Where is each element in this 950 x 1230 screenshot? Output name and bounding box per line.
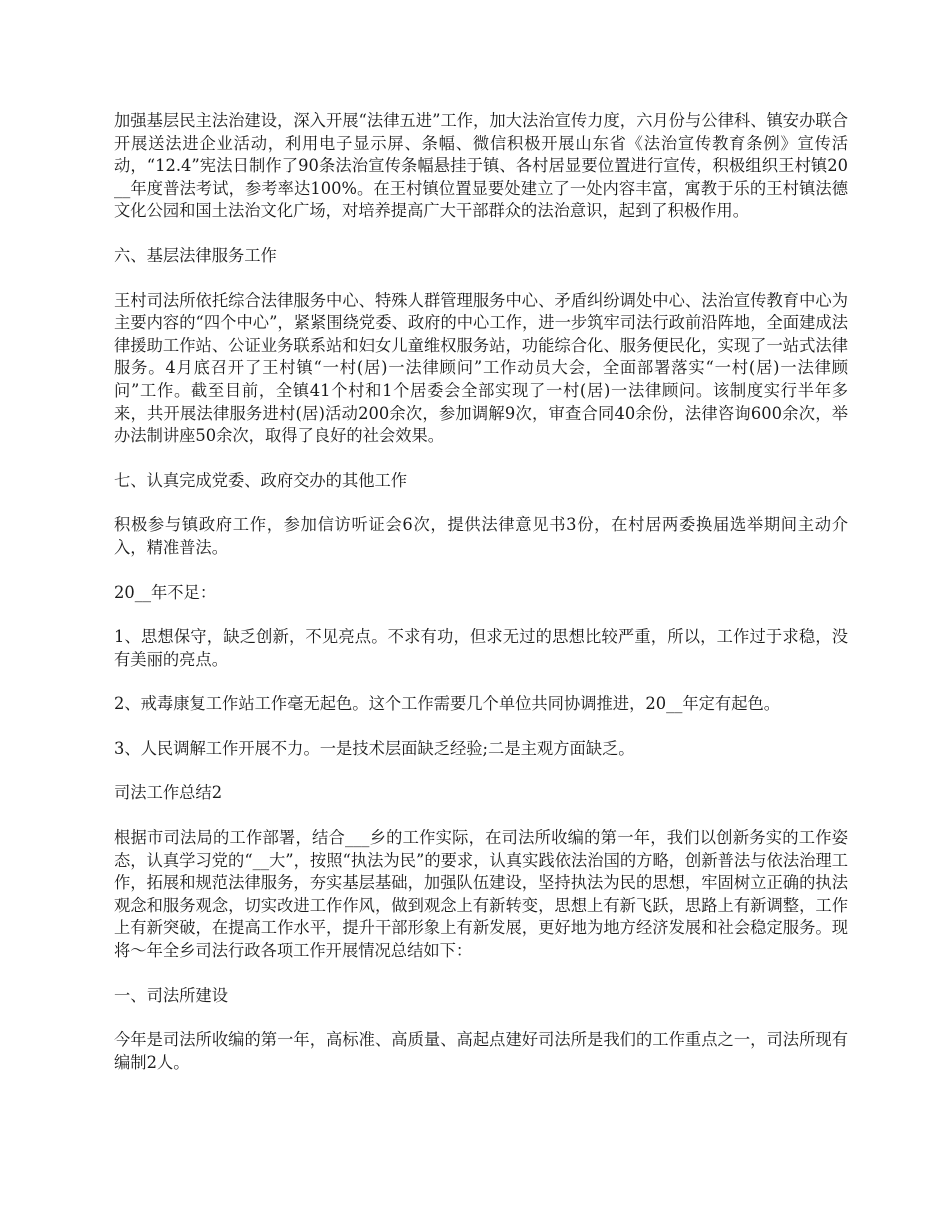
paragraph-legal-services: 王村司法所依托综合法律服务中心、特殊人群管理服务中心、矛盾纠纷调处中心、法治宣传教育中心为主要内容的“四个中心”，紧紧围绕党委、政府的中心工作，进一步筑牢司法行政前沿阵地，全面建成法律援助工作站、公证业务联系站和妇女儿童维权服务站，功能综合化、服务便民化，实现了一站式法律服务。4月底召开了王村镇“一村(居)一法律顾问”工作动员大会，全面部署落实“一村(居)一法律顾问”工作。截至目前，全镇41个村和1个居委会全部实现了一村(居)一法律顾问。该制度实行半年多来，共开展法律服务进村(居)活动200余次，参加调解9次，审查合同40余份，法律咨询600余次，举办法制讲座50余次，取得了良好的社会效果。 <box>114 290 848 446</box>
paragraph-legal-publicity: 加强基层民主法治建设，深入开展“法律五进”工作，加大法治宣传力度，六月份与公律科、镇安办联合开展送法进企业活动，利用电子显示屏、条幅、微信积极开展山东省《法治宣传教育条例》宣传活动，“12.4”宪法日制作了90条法治宣传条幅悬挂于镇、各村居显要位置进行宣传，积极组织王村镇20__年度普法考试，参考率达100%。在王村镇位置显要处建立了一处内容丰富，寓教于乐的王村镇法德文化公园和国土法治文化广场，对培养提高广大干部群众的法治意识，起到了积极作用。 <box>114 111 848 221</box>
section-heading-7: 七、认真完成党委、政府交办的其他工作 <box>114 470 408 490</box>
section-heading-6: 六、基层法律服务工作 <box>114 245 277 265</box>
section-heading-1: 一、司法所建设 <box>114 985 228 1005</box>
summary-2-title: 司法工作总结2 <box>114 783 223 803</box>
shortcoming-item-1: 1、思想保守，缺乏创新，不见亮点。不求有功，但求无过的思想比较严重，所以，工作过于求稳，没有美丽的亮点。 <box>114 627 848 669</box>
shortcoming-item-2: 2、戒毒康复工作站工作毫无起色。这个工作需要几个单位共同协调推进，20__年定有起色。 <box>114 694 781 714</box>
paragraph-summary-intro: 根据市司法局的工作部署，结合___乡的工作实际，在司法所收编的第一年，我们以创新务实的工作姿态，认真学习党的“__大”，按照“执法为民”的要求，认真实践依法治国的方略，创新普法与依法治理工作，拓展和规范法律服务，夯实基层基础，加强队伍建设，坚持执法为民的思想，牢固树立正确的执法观念和服务观念，切实改进工作作风，做到观念上有新转变，思想上有新飞跃，思路上有新调整，工作上有新突破，在提高工作水平，提升干部形象上有新发展，更好地为地方经济发展和社会稳定服务。现将～年全乡司法行政各项工作开展情况总结如下： <box>114 828 848 961</box>
shortcoming-item-3: 3、人民调解工作开展不力。一是技术层面缺乏经验;二是主观方面缺乏。 <box>114 738 635 758</box>
document-body <box>114 110 848 1096</box>
shortcomings-heading: 20__年不足： <box>114 582 217 602</box>
paragraph-other-work: 积极参与镇政府工作，参加信访听证会6次，提供法律意见书3份，在村居两委换届选举期间主动介入，精准普法。 <box>114 515 848 557</box>
paragraph-office-construction: 今年是司法所收编的第一年，高标准、高质量、高起点建好司法所是我们的工作重点之一，司法所现有编制2人。 <box>114 1030 848 1072</box>
